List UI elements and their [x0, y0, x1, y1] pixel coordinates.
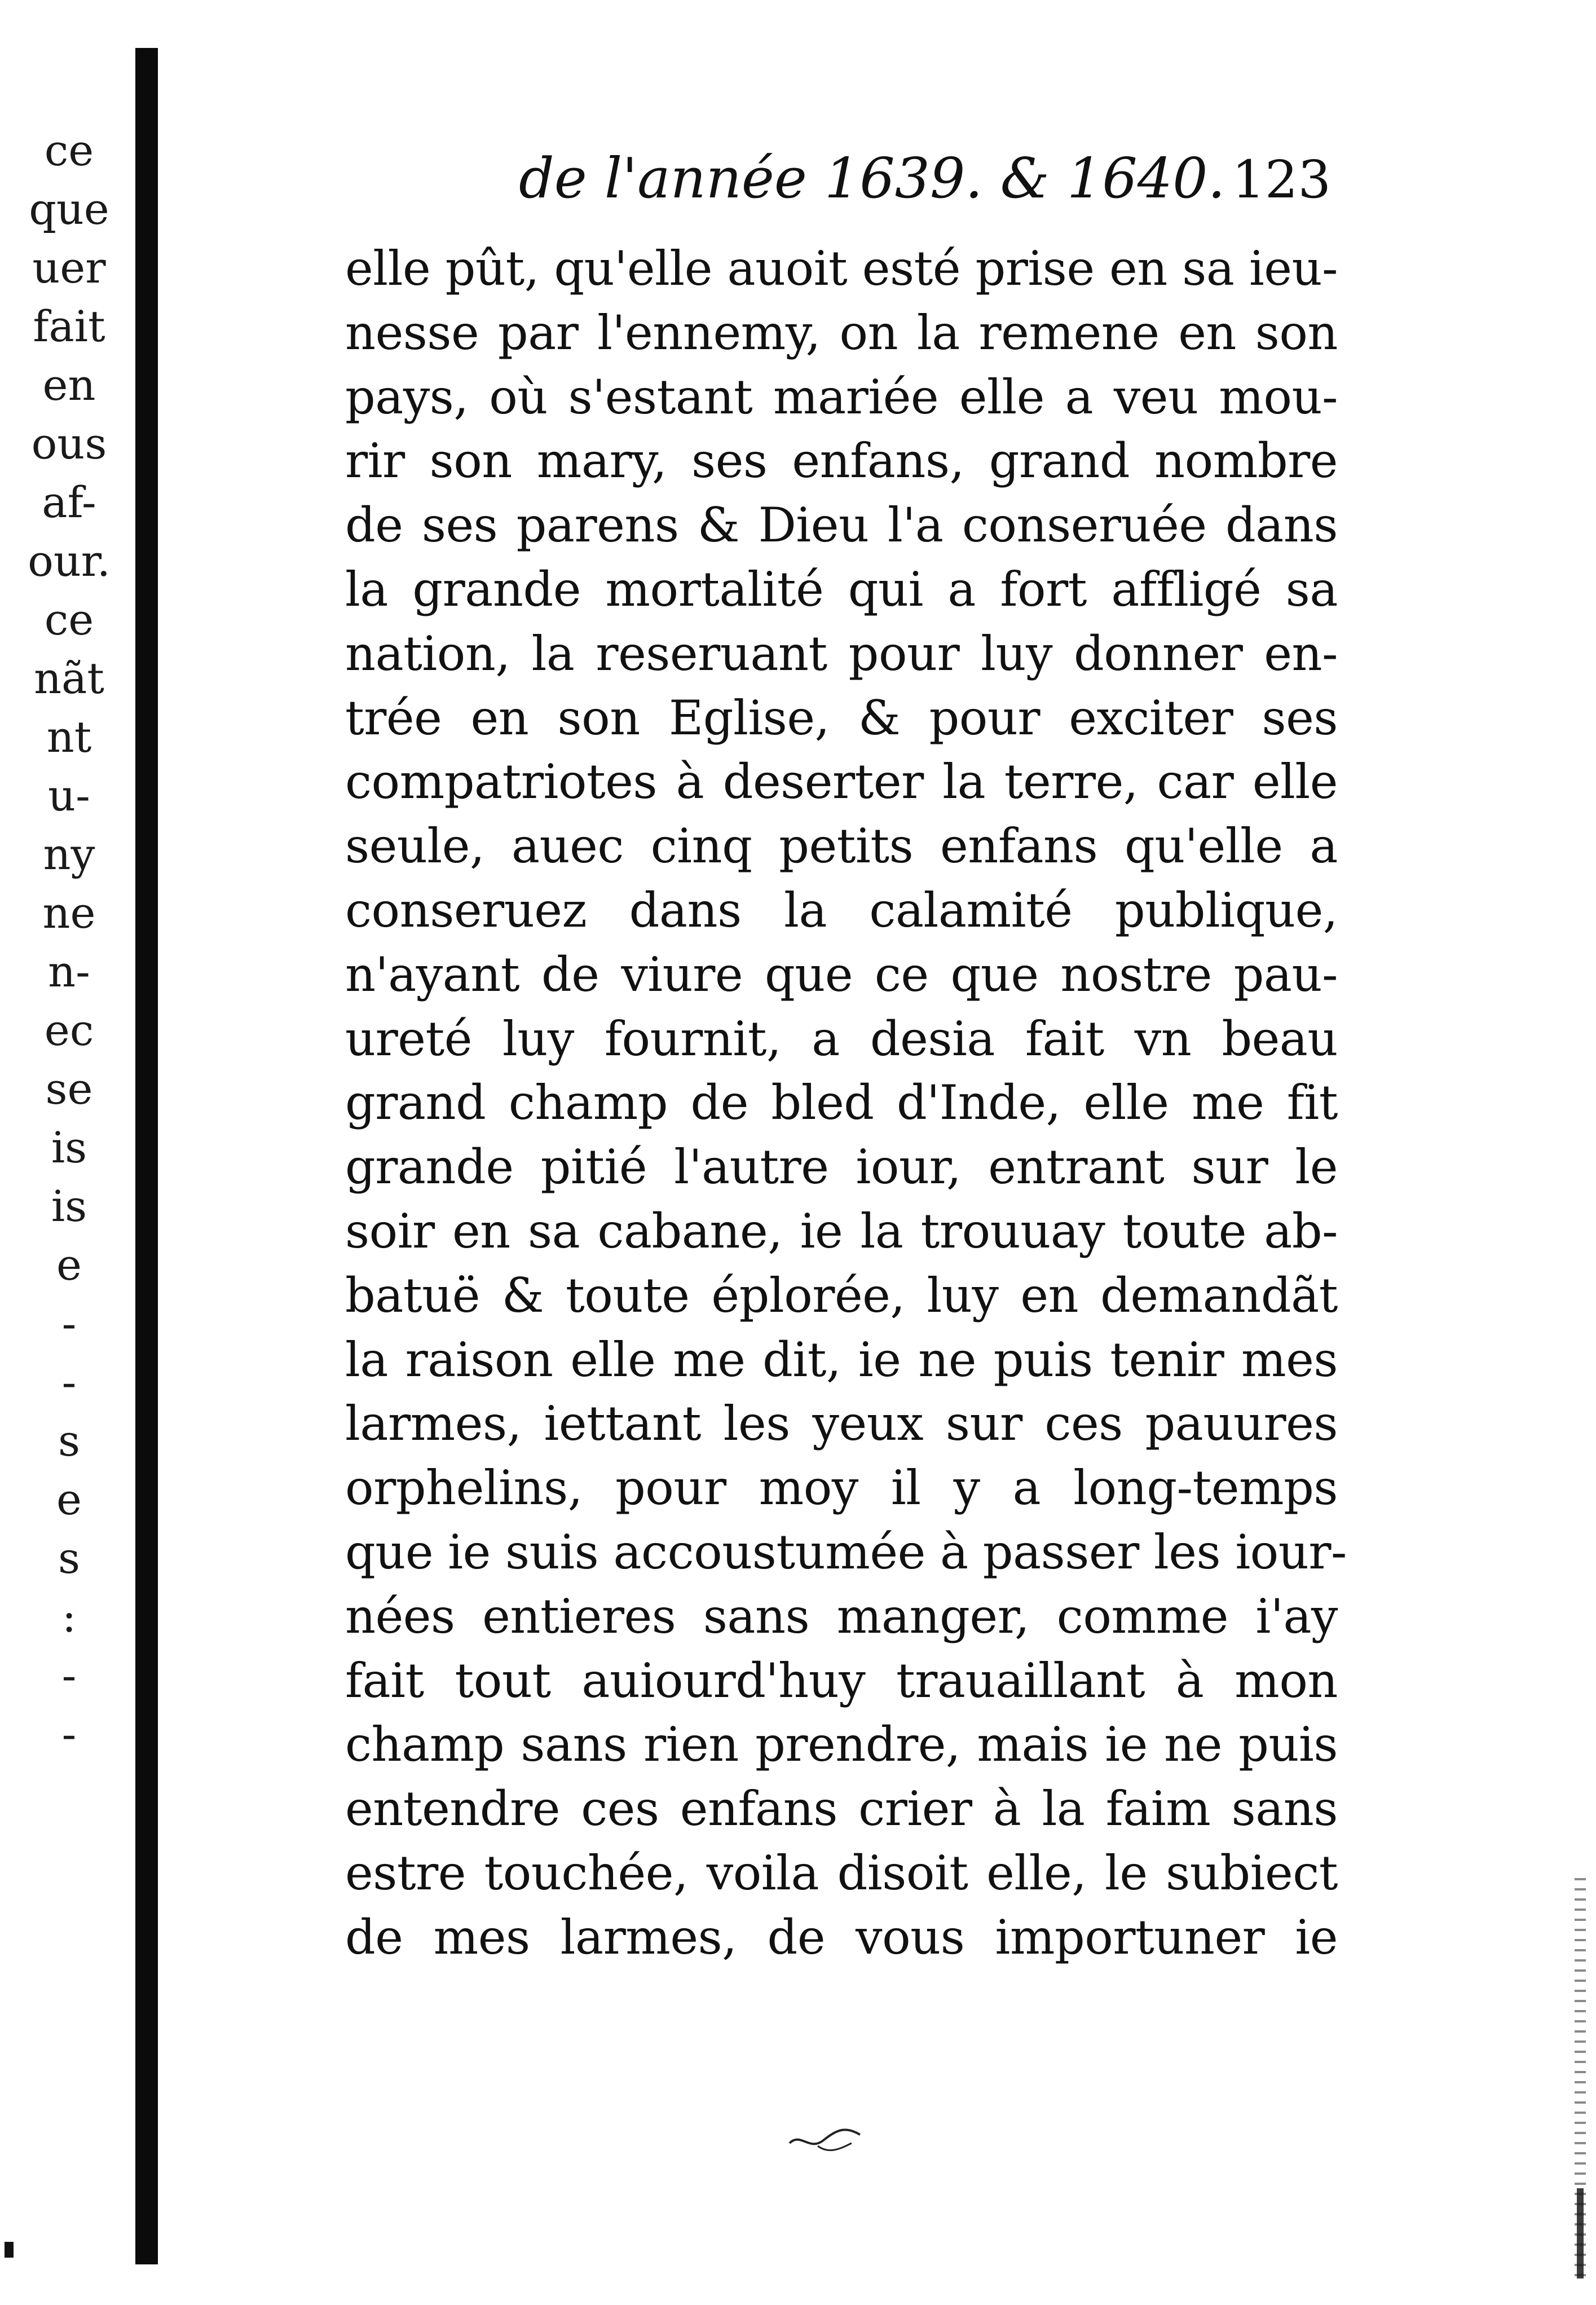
facing-page-fragment: - — [61, 1298, 77, 1348]
text-line: conseruez dans la calamité publique, — [345, 882, 1338, 938]
facing-page-fragment: - — [61, 1709, 77, 1759]
facing-page-fragment: se — [45, 1064, 93, 1114]
facing-page-fragment: fait — [33, 301, 105, 351]
text-line: elle pût, qu'elle auoit esté prise en sa ieu- — [345, 241, 1338, 296]
facing-page-fragment: : — [61, 1592, 77, 1642]
text-line: grand champ de bled d'Inde, elle me fit — [345, 1075, 1338, 1131]
facing-page-fragment: ce — [44, 125, 94, 175]
facing-page-fragment: ce — [44, 594, 94, 645]
text-line: nées entieres sans manger, comme i'ay — [345, 1588, 1338, 1644]
facing-page-fragment: is — [51, 1181, 87, 1231]
page-number: 123 — [1232, 149, 1331, 210]
text-line: compatriotes à deserter la terre, car elle — [345, 754, 1338, 810]
facing-page-fragment: ous — [31, 418, 107, 469]
facing-page-fragment: nt — [46, 712, 92, 762]
text-line: trée en son Eglise, & pour exciter ses — [345, 690, 1338, 746]
facing-page-edge — [14, 121, 124, 1764]
text-line: la grande mortalité qui a fort affligé sa — [345, 561, 1338, 617]
text-line: ureté luy fournit, a desia fait vn beau — [345, 1011, 1338, 1066]
binding-gutter — [135, 48, 158, 2264]
text-line: pays, où s'estant mariée elle a veu mou- — [345, 369, 1338, 425]
text-line: orphelins, pour moy il y a long-temps — [345, 1460, 1338, 1516]
text-line: rir son mary, ses enfans, grand nombre — [345, 433, 1338, 489]
running-title: de l'année 1639. & 1640. — [519, 147, 1225, 211]
ink-flourish — [784, 2115, 868, 2160]
text-line: batuë & toute éplorée, luy en demandãt — [345, 1267, 1338, 1323]
text-line: de ses parens & Dieu l'a conseruée dans — [345, 497, 1338, 553]
text-line: soir en sa cabane, ie la trouuay toute ab- — [345, 1203, 1338, 1259]
text-line: que ie suis accoustumée à passer les iour- — [345, 1524, 1347, 1580]
facing-page-fragment: en — [42, 360, 96, 410]
text-line: la raison elle me dit, ie ne puis tenir mes — [345, 1332, 1338, 1387]
facing-page-fragment: e — [56, 1240, 82, 1290]
text-line: larmes, iettant les yeux sur ces pauures — [345, 1396, 1338, 1452]
text-line: de mes larmes, de vous importuner ie — [345, 1909, 1338, 1965]
facing-page-fragment: ne — [42, 888, 96, 938]
scan-edge-bar — [1577, 2188, 1584, 2278]
facing-page-fragment: af- — [42, 477, 96, 527]
text-line: n'ayant de viure que ce que nostre pau- — [345, 946, 1338, 1002]
facing-page-fragment: e — [56, 1474, 82, 1524]
facing-page-fragment: uer — [32, 243, 106, 293]
text-line: estre touchée, voila disoit elle, le subiect — [345, 1845, 1338, 1901]
facing-page-fragment: - — [61, 1650, 77, 1700]
text-line: champ sans rien prendre, mais ie ne puis — [345, 1717, 1338, 1773]
text-line: seule, auec cinq petits enfans qu'elle a — [345, 818, 1338, 874]
running-header — [519, 147, 1331, 226]
facing-page-fragment: n- — [48, 946, 90, 997]
facing-page-fragment: is — [51, 1122, 87, 1173]
edge-ink-mark — [5, 2242, 14, 2258]
text-line: entendre ces enfans crier à la faim sans — [345, 1781, 1338, 1837]
facing-page-fragment: - — [61, 1357, 77, 1407]
body-text — [345, 237, 1347, 1970]
facing-page-fragment: s — [58, 1533, 80, 1583]
facing-page-fragment: ny — [43, 829, 95, 879]
text-line: nation, la reseruant pour luy donner en- — [345, 625, 1338, 681]
facing-page-fragment: ec — [44, 1005, 94, 1055]
facing-page-fragment: nãt — [34, 653, 104, 703]
facing-page-fragment: s — [58, 1416, 80, 1466]
facing-page-fragment: que — [29, 184, 109, 234]
text-line: grande pitié l'autre iour, entrant sur le — [345, 1139, 1338, 1195]
text-line: fait tout auiourd'huy trauaillant à mon — [345, 1652, 1338, 1708]
facing-page-fragment: u- — [48, 770, 90, 821]
facing-page-fragment: our. — [28, 536, 111, 586]
text-line: nesse par l'ennemy, on la remene en son — [345, 305, 1338, 360]
